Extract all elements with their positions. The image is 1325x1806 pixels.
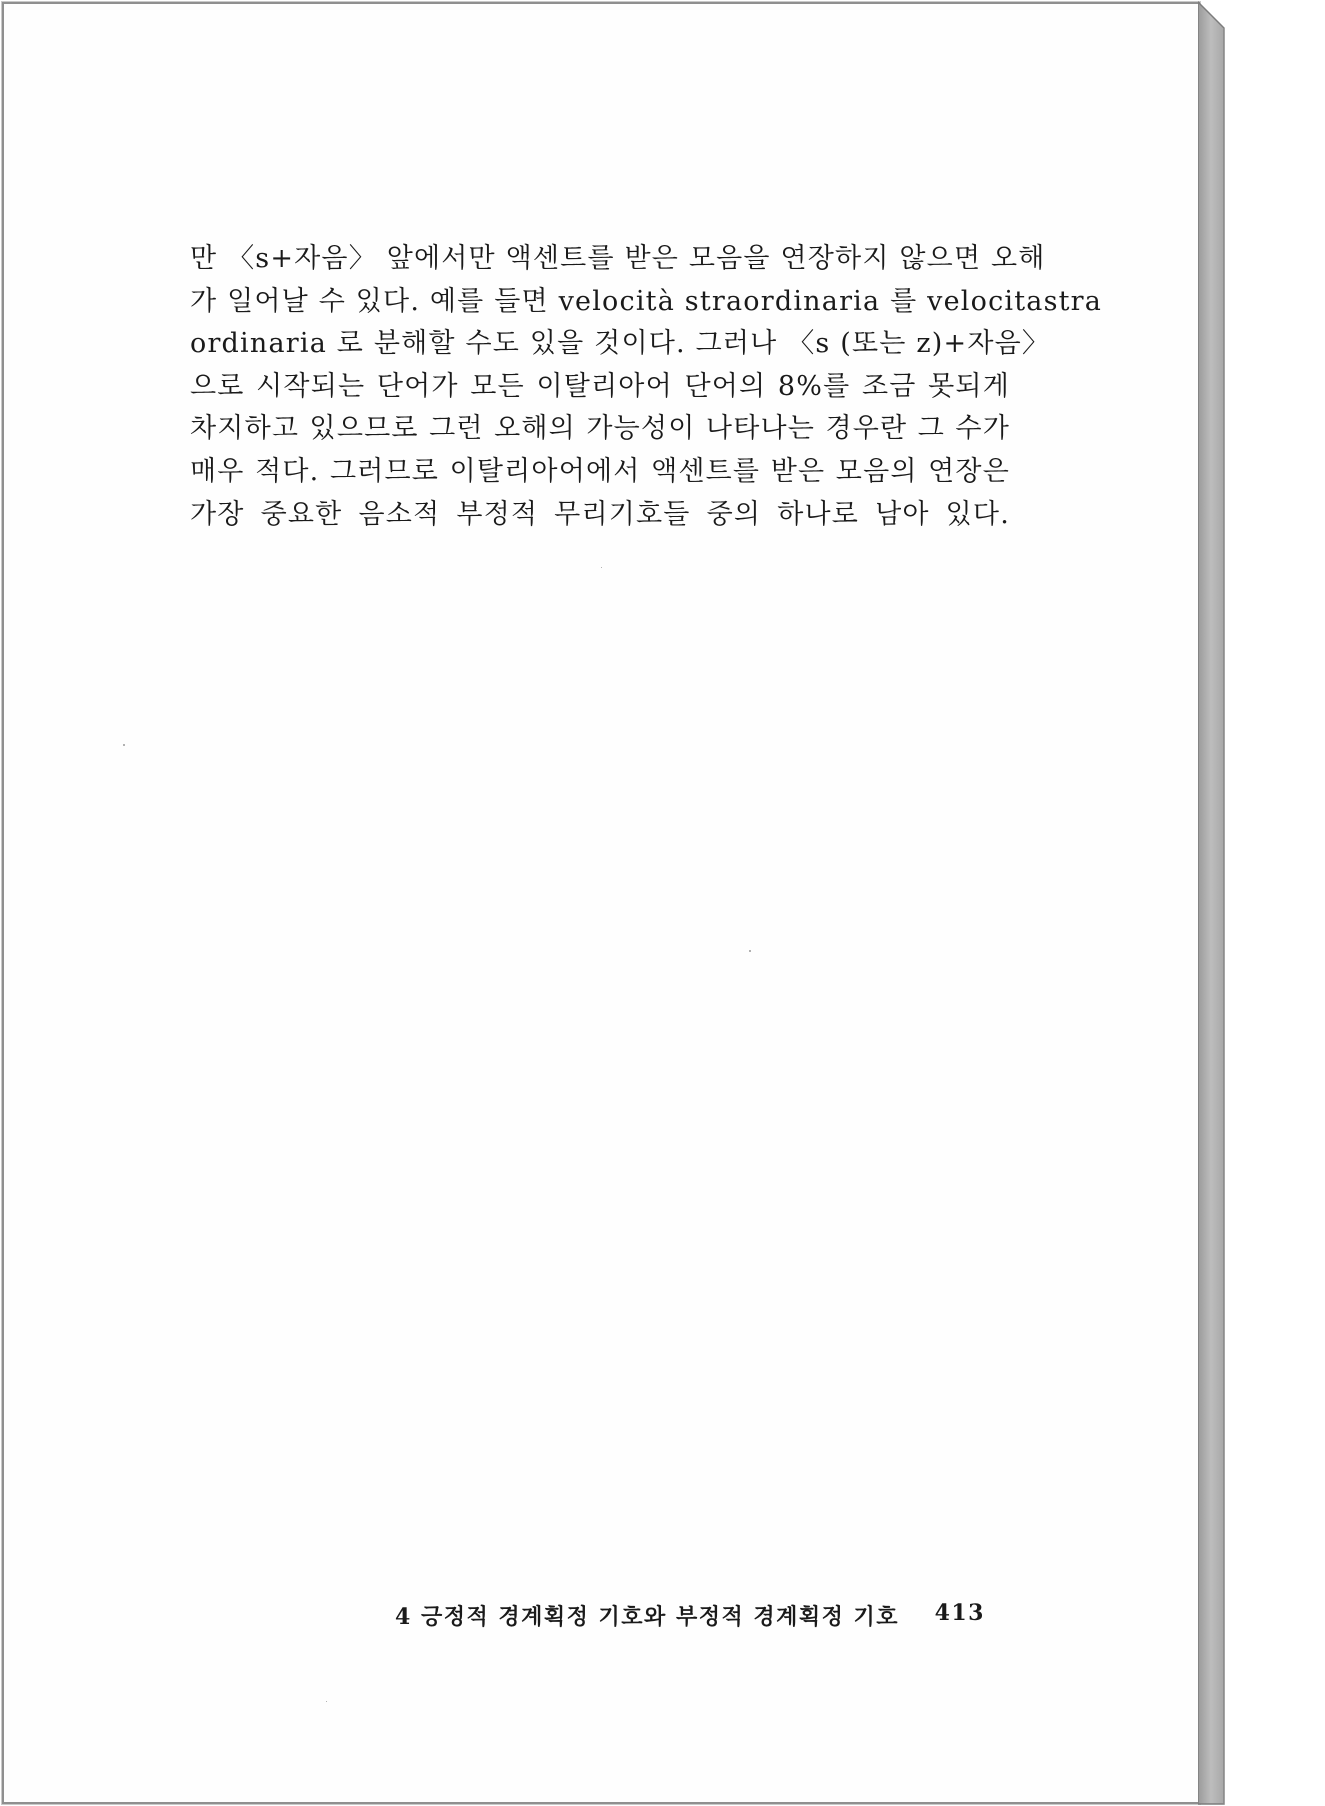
running-head: 4 긍정적 경계획정 기호와 부정적 경계획정 기호 [395,1604,900,1630]
page-number: 413 [934,1600,985,1626]
body-line-6: 매우 적다. 그러므로 이탈리아어에서 액센트를 받은 모음의 연장은 [190,455,1010,487]
body-line-4: 으로 시작되는 단어가 모든 이탈리아어 단어의 8%를 조금 못되게 [190,370,1010,402]
paper-speck [749,950,751,952]
body-line-7: 가장 중요한 음소적 부정적 무리기호들 중의 하나로 남아 있다. [190,498,1010,530]
body-line-1: 만 〈s+자음〉 앞에서만 액센트를 받은 모음을 연장하지 않으면 오해 [190,243,1046,274]
paper-speck [123,744,125,746]
body-line-2: 가 일어날 수 있다. 예를 들면 velocità straordinaria 를 velocitastra [190,285,1103,317]
page-footer [395,1600,985,1631]
body-paragraph [190,238,1103,536]
body-line-3: ordinaria 로 분해할 수도 있을 것이다. 그러나 〈s (또는 z)+자음〉 [190,328,1051,360]
book-edge [1198,0,1232,1806]
body-line-5: 차지하고 있으므로 그런 오해의 가능성이 나타나는 경우란 그 수가 [190,413,1010,445]
paper-speck [601,567,602,568]
paper-speck [326,1701,327,1702]
